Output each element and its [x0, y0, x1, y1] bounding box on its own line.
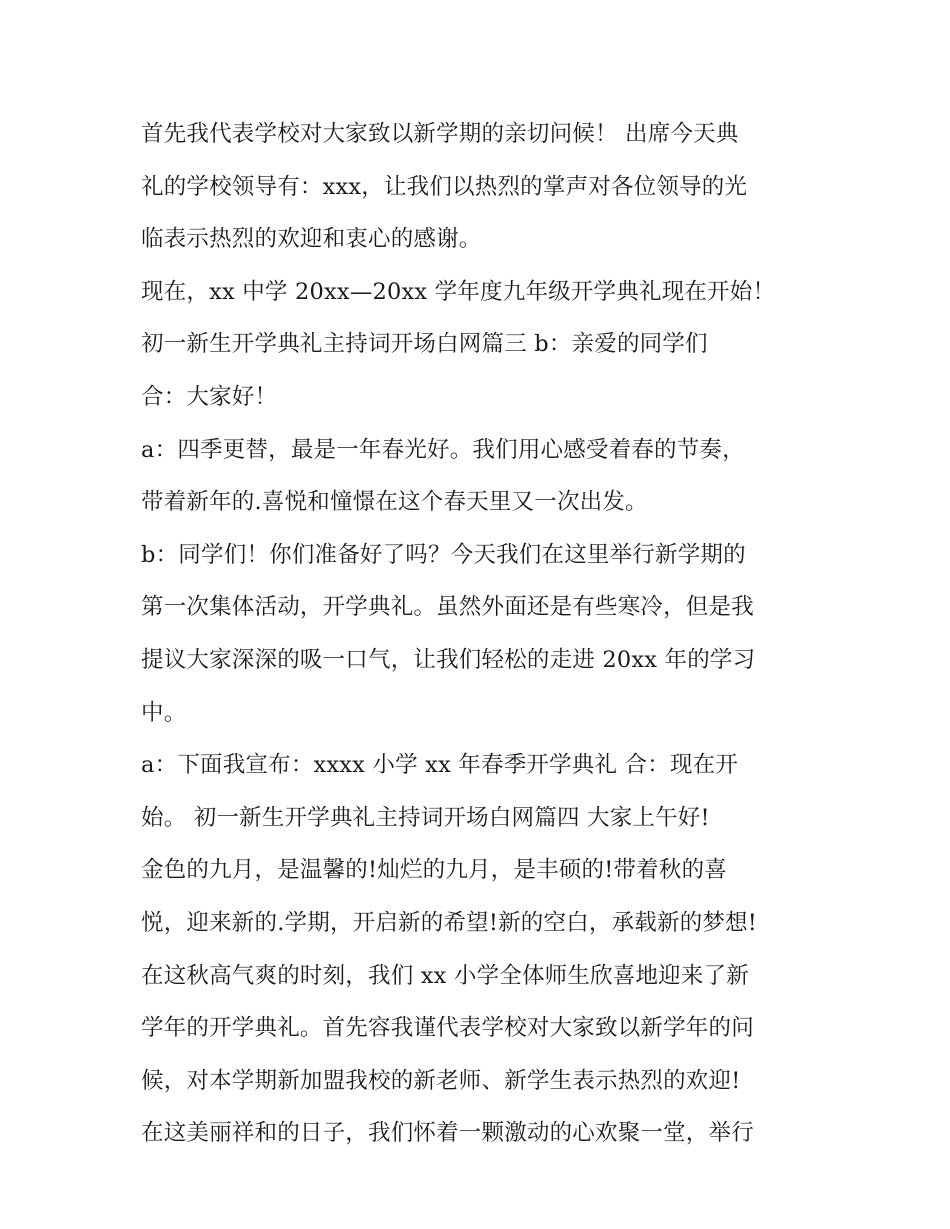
text-line: 合：大家好！: [141, 383, 278, 410]
text-line: 中。: [141, 699, 187, 726]
text-line: 初一新生开学典礼主持词开场白网篇三 b：亲爱的同学们: [141, 331, 708, 358]
text-line: 候，对本学期新加盟我校的新老师、新学生表示热烈的欢迎!: [141, 1067, 741, 1094]
text-line: 第一次集体活动，开学典礼。虽然外面还是有些寒冷，但是我: [141, 594, 754, 621]
text-line: 在这秋高气爽的时刻，我们 xx 小学全体师生欣喜地迎来了新: [141, 962, 749, 989]
text-line: 现在，xx 中学 20xx—20xx 学年度九年级开学典礼现在开始！: [141, 278, 776, 305]
text-line: 临表示热烈的欢迎和衷心的感谢。: [141, 226, 482, 253]
text-line: a：四季更替，最是一年春光好。我们用心感受着春的节奏，: [141, 436, 745, 463]
document-body: [141, 108, 831, 1160]
text-line: 带着新年的.喜悦和憧憬在这个春天里又一次出发。: [141, 489, 648, 516]
text-line: 首先我代表学校对大家致以新学期的亲切问候！ 出席今天典: [141, 121, 739, 147]
text-line: 悦，迎来新的.学期，开启新的希望!新的空白，承载新的梦想!: [141, 909, 758, 936]
text-line: b：同学们！你们准备好了吗？今天我们在这里举行新学期的: [141, 541, 746, 568]
text-line: 学年的开学典礼。首先容我谨代表学校对大家致以新学年的问: [141, 1015, 754, 1042]
text-line: 提议大家深深的吸一口气，让我们轻松的走进 20xx 年的学习: [141, 646, 756, 673]
text-line: 礼的学校领导有：xxx，让我们以热烈的掌声对各位领导的光: [141, 173, 748, 200]
text-line: a：下面我宣布：xxxx 小学 xx 年春季开学典礼 合：现在开: [141, 752, 739, 779]
text-line: 在这美丽祥和的日子，我们怀着一颗激动的心欢聚一堂，举行: [141, 1120, 754, 1147]
text-line: 始。 初一新生开学典礼主持词开场白网篇四 大家上午好!: [141, 804, 710, 831]
text-line: 金色的九月，是温馨的!灿烂的九月，是丰硕的!带着秋的喜: [141, 857, 727, 884]
